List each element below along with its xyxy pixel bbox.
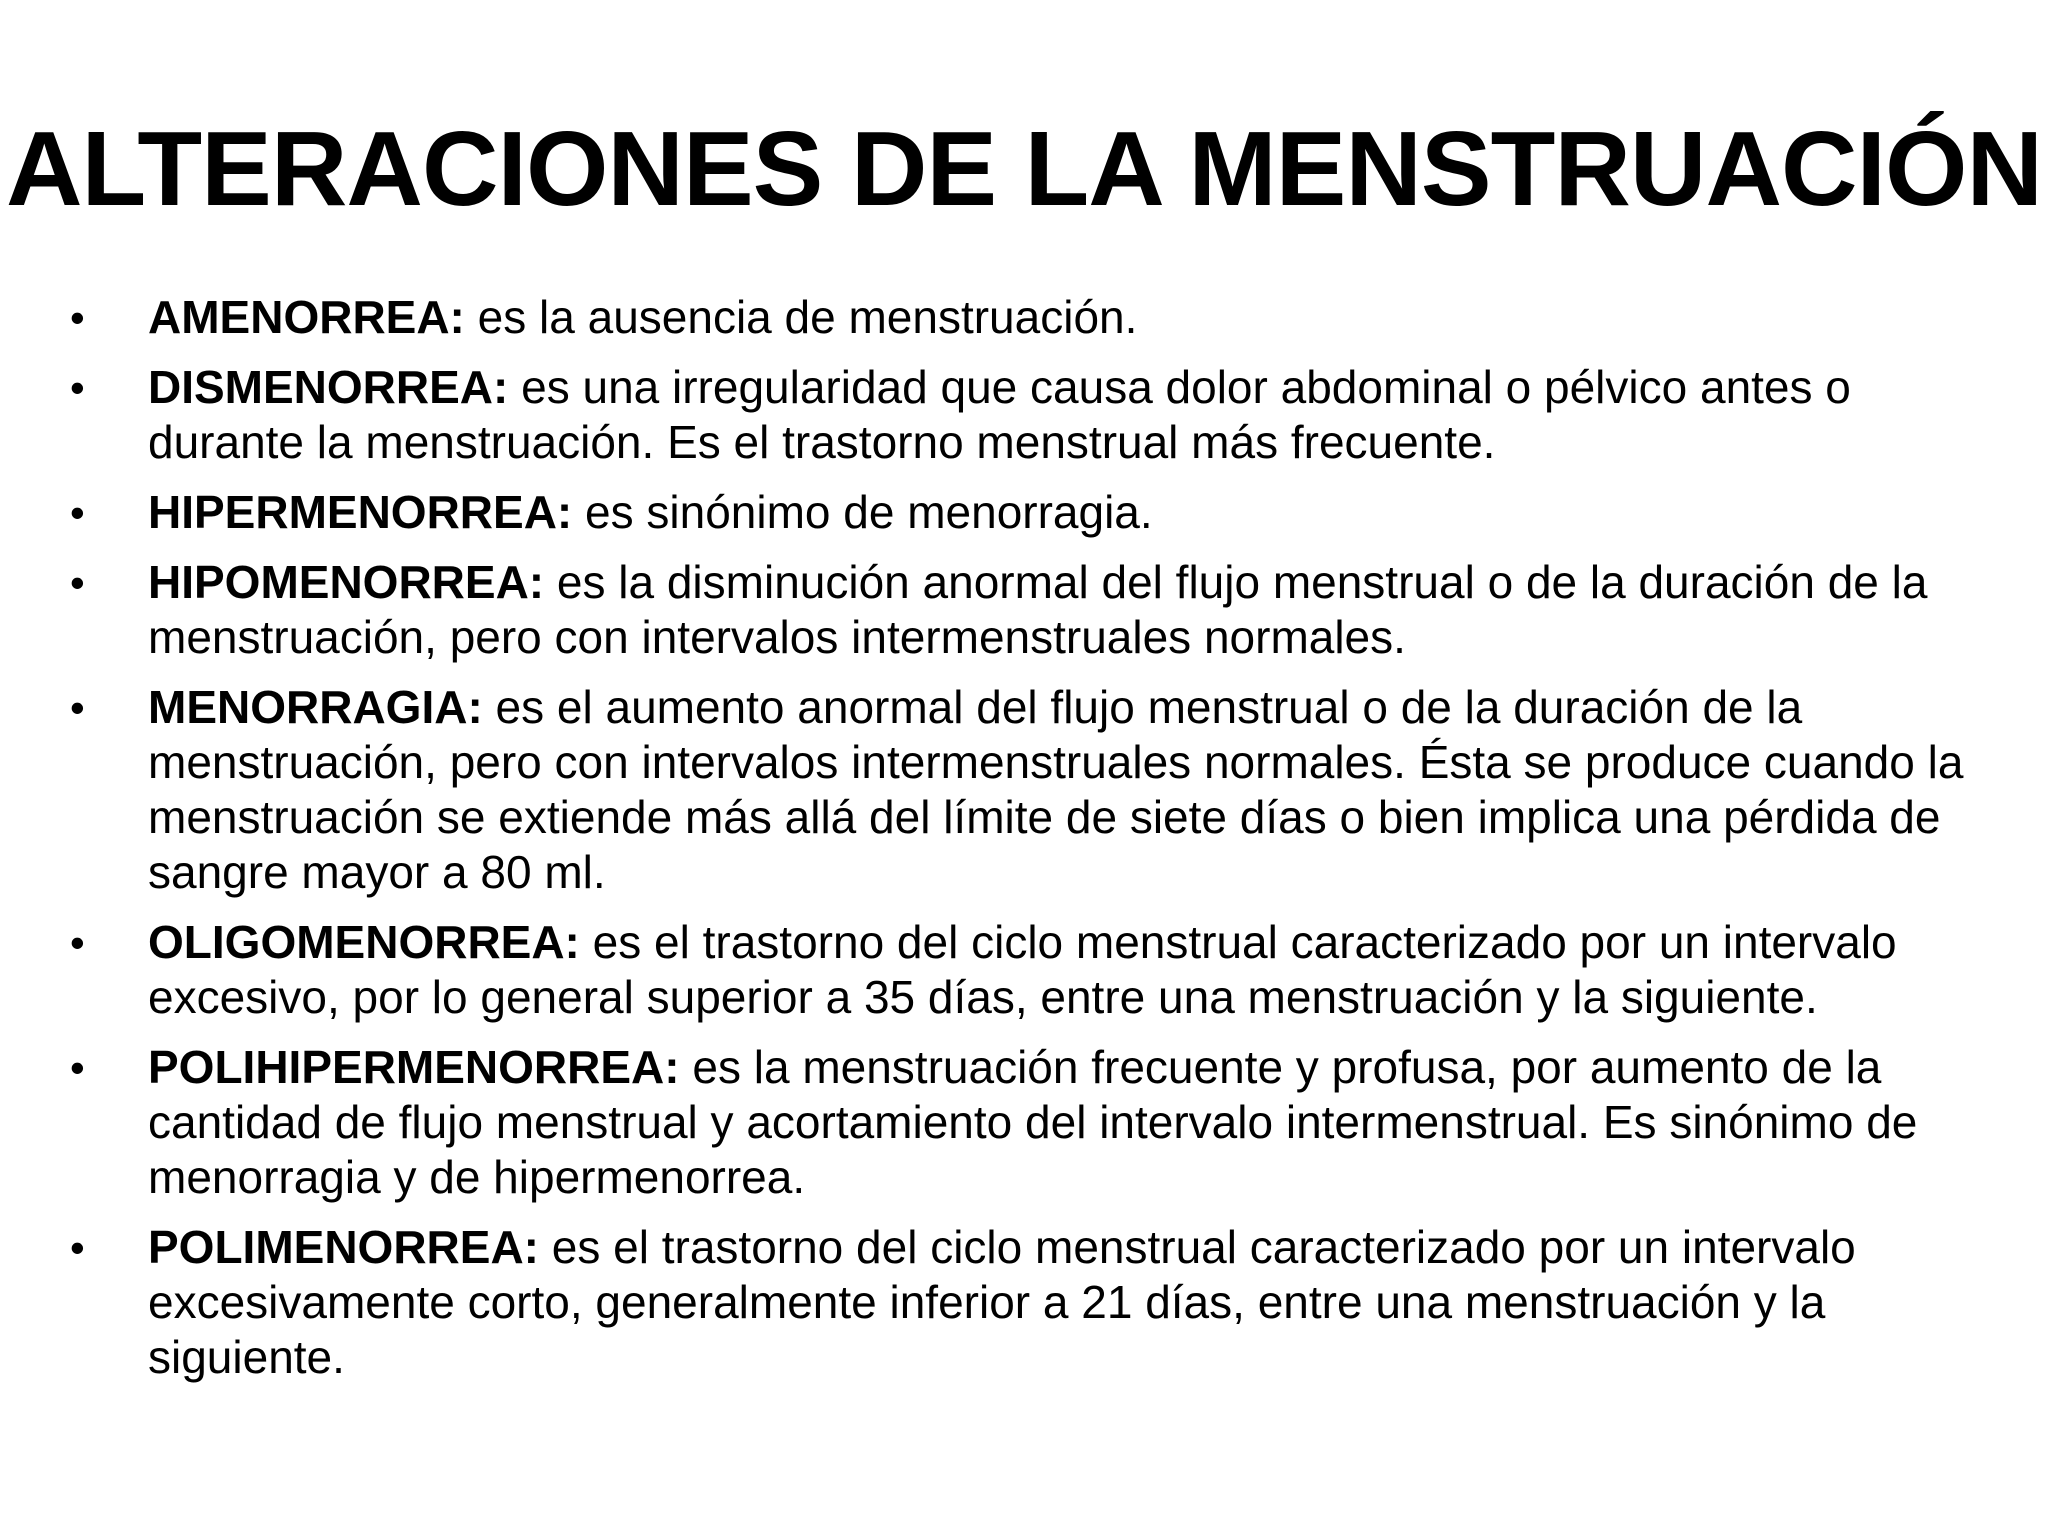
bullet-icon: •	[70, 919, 85, 966]
list-item	[70, 360, 1970, 470]
list-item	[70, 680, 1970, 900]
item-definition: es el trastorno del ciclo menstrual caracterizado por un intervalo excesivamente corto, generalmente inferior a 21 días, entre una menstruación y la siguiente.	[148, 1221, 1856, 1383]
bullet-icon: •	[70, 559, 85, 606]
item-definition: es el trastorno del ciclo menstrual caracterizado por un intervalo excesivo, por lo general superior a 35 días, entre una menstruación y la siguiente.	[148, 916, 1897, 1023]
bullet-icon: •	[70, 364, 85, 411]
item-definition: es la ausencia de menstruación.	[464, 291, 1138, 343]
bullet-icon: •	[70, 684, 85, 731]
item-term: HIPERMENORREA:	[148, 486, 573, 538]
item-definition: es el aumento anormal del flujo menstrual o de la duración de la menstruación, pero con intervalos intermenstruales normales. Ésta se produce cuando la menstruación se extiende más allá del límite de siete días o bien implica una pérdida de sangre mayor a 80 ml.	[148, 681, 1964, 898]
item-term: HIPOMENORREA:	[148, 556, 545, 608]
bullet-icon: •	[70, 489, 85, 536]
list-item	[70, 555, 1970, 665]
item-term: POLIMENORREA:	[148, 1221, 539, 1273]
slide-title: ALTERACIONES DE LA MENSTRUACIÓN	[6, 110, 2042, 228]
list-item	[70, 915, 1970, 1025]
item-definition: es una irregularidad que causa dolor abdominal o pélvico antes o durante la menstruación. Es el trastorno menstrual más frecuente.	[148, 361, 1851, 468]
item-definition: es la menstruación frecuente y profusa, por aumento de la cantidad de flujo menstrual y acortamiento del intervalo intermenstrual. Es sinónimo de menorragia y de hipermenorrea.	[148, 1041, 1918, 1203]
list-item	[70, 290, 1970, 345]
item-term: DISMENORREA:	[148, 361, 509, 413]
item-term: OLIGOMENORREA:	[148, 916, 580, 968]
list-item	[70, 485, 1970, 540]
item-definition: es la disminución anormal del flujo menstrual o de la duración de la menstruación, pero con intervalos intermenstruales normales.	[148, 556, 1928, 663]
bullet-icon: •	[70, 1224, 85, 1271]
item-term: MENORRAGIA:	[148, 681, 483, 733]
item-definition: es sinónimo de menorragia.	[572, 486, 1153, 538]
bullet-icon: •	[70, 294, 85, 341]
list-item	[70, 1040, 1970, 1205]
bullet-icon: •	[70, 1044, 85, 1091]
definition-list	[70, 290, 1970, 1400]
item-term: POLIHIPERMENORREA:	[148, 1041, 680, 1093]
list-item	[70, 1220, 1970, 1385]
item-term: AMENORREA:	[148, 291, 465, 343]
